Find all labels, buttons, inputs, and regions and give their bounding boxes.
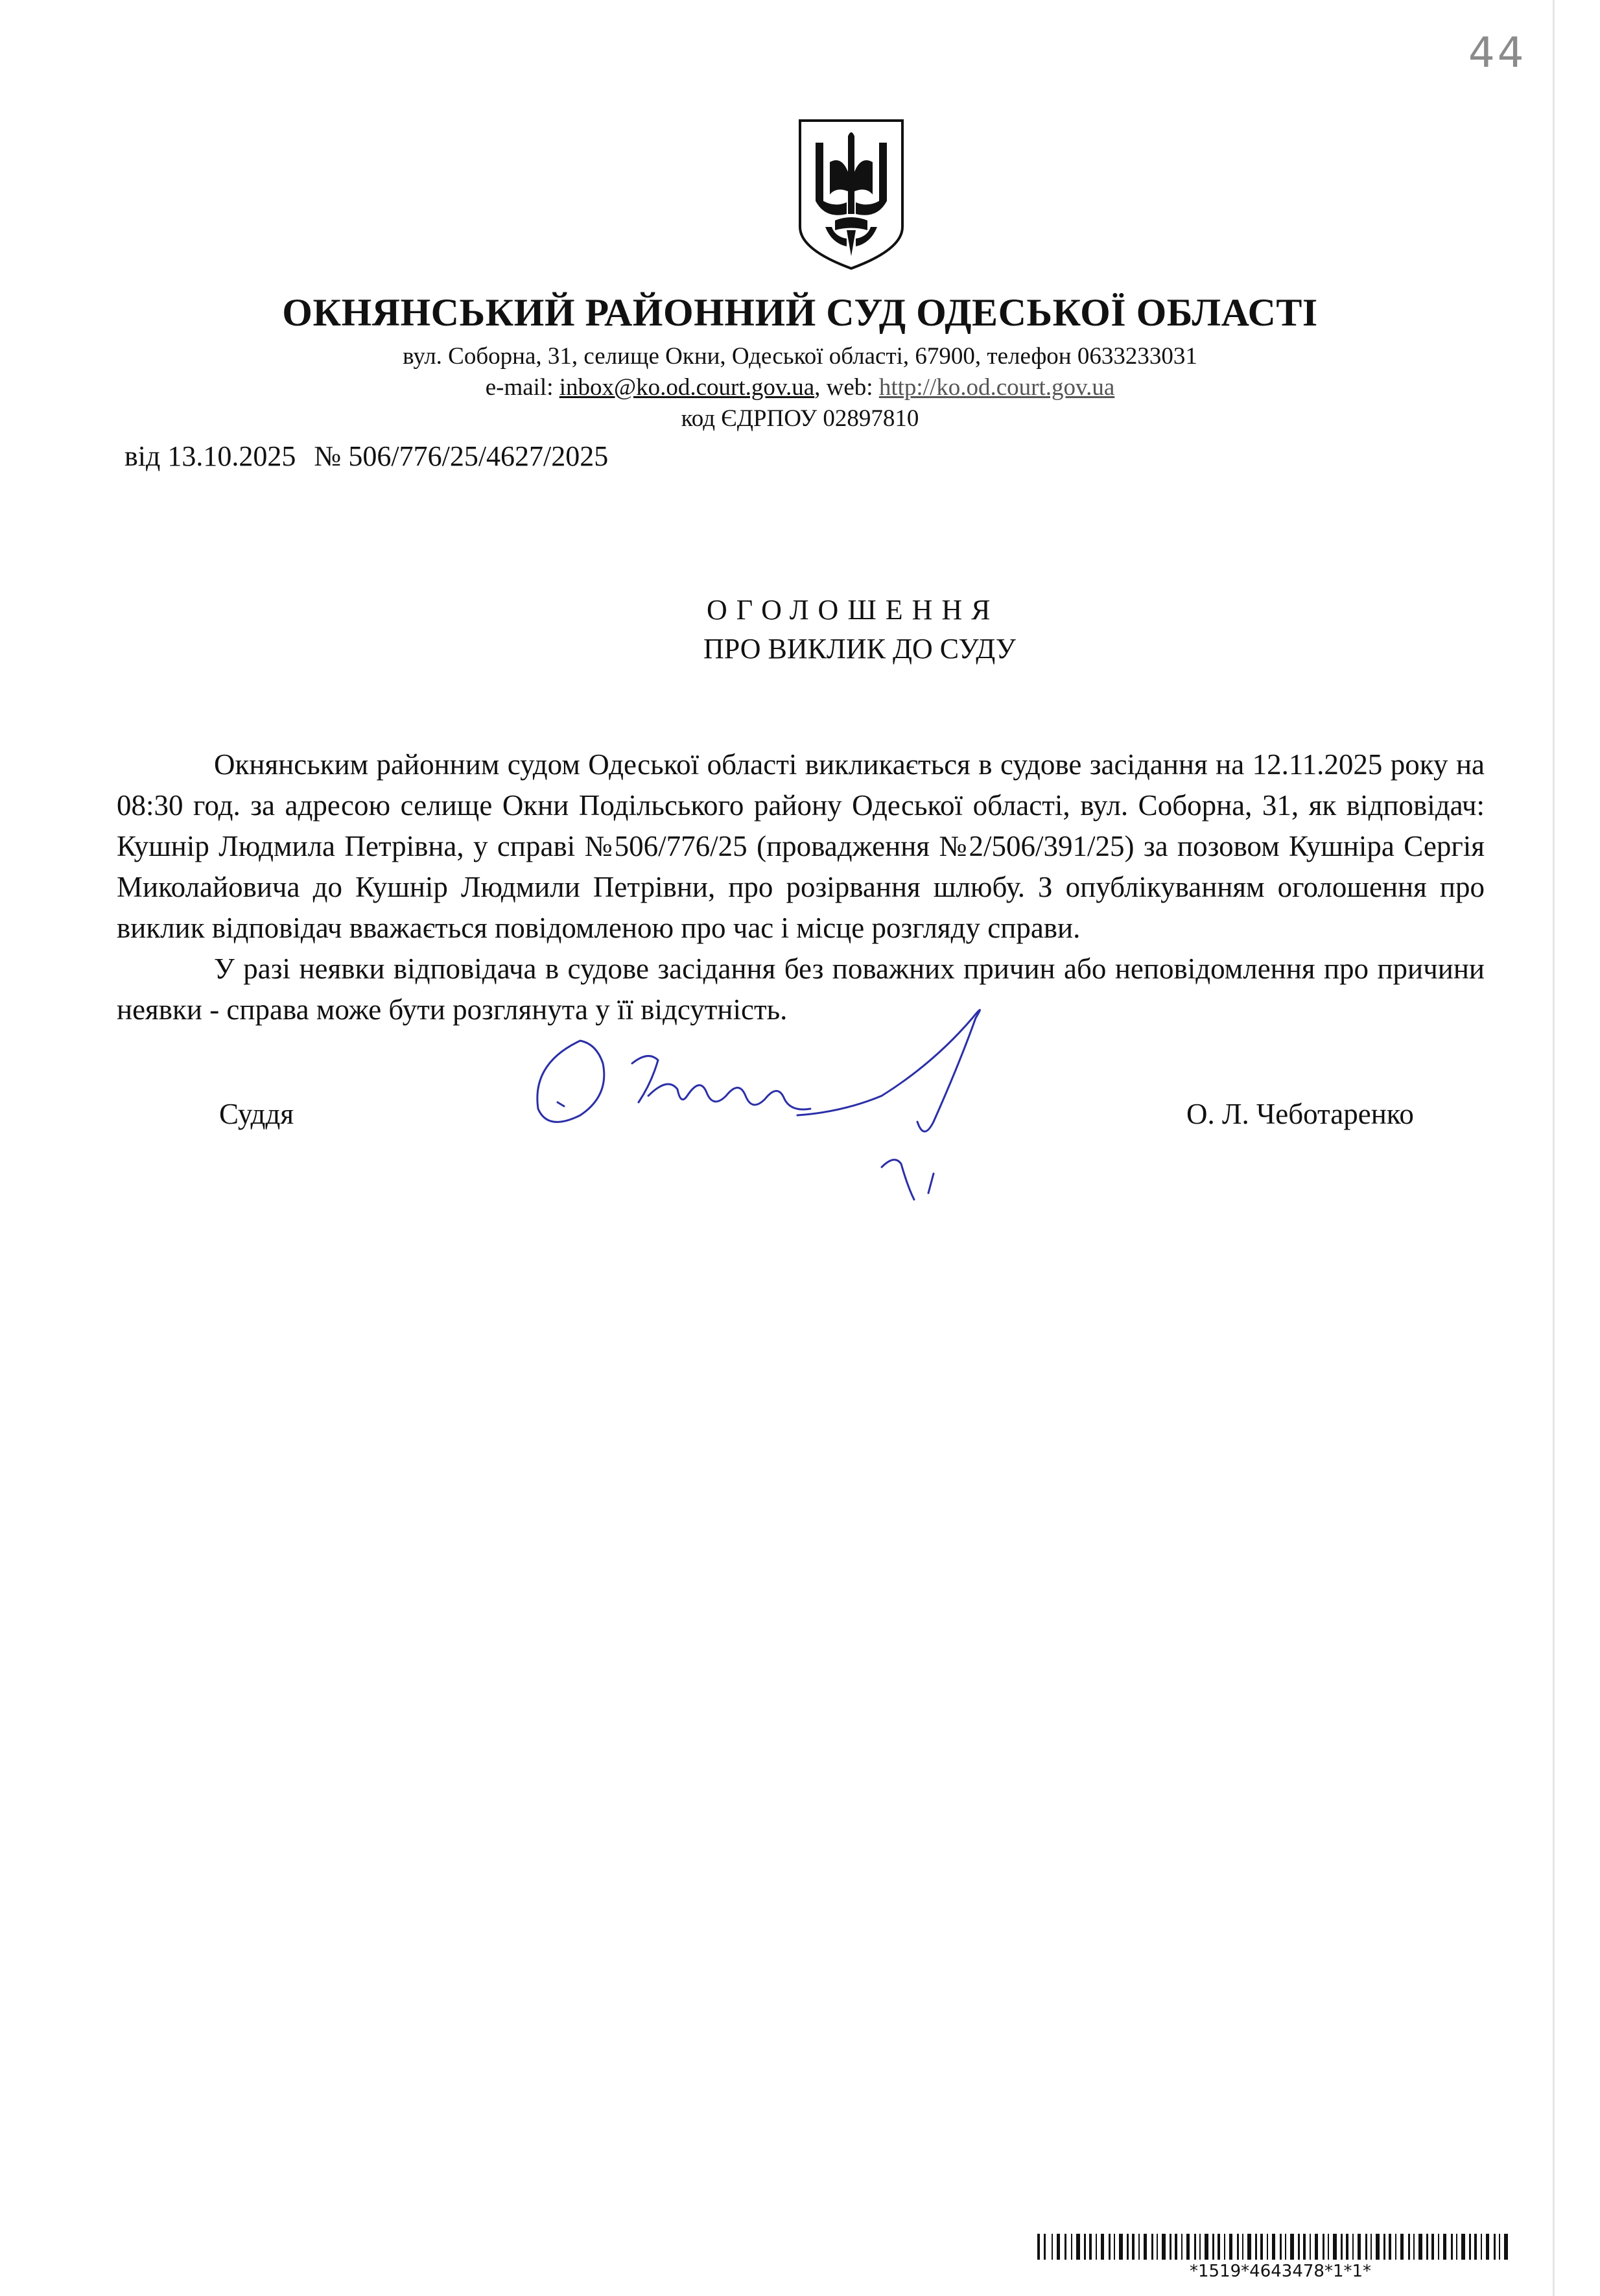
signature-label: Суддя	[219, 1098, 294, 1130]
court-contacts	[0, 373, 1600, 401]
email-link[interactable]: inbox@ko.od.court.gov.ua	[559, 374, 815, 401]
barcode-icon	[1037, 2234, 1511, 2260]
email-label: e-mail:	[485, 374, 559, 401]
document-subtitle: ПРО ВИКЛИК ДО СУДУ	[703, 633, 1016, 665]
handwritten-signature	[519, 992, 1076, 1219]
court-code: код ЄДРПОУ 02897810	[681, 405, 919, 432]
outgoing-date: від 13.10.2025	[124, 440, 296, 472]
notice-body	[117, 744, 1485, 1030]
court-name: ОКНЯНСЬКИЙ РАЙОННИЙ СУД ОДЕСЬКОЇ ОБЛАСТІ	[282, 291, 1318, 334]
court-address: вул. Соборна, 31, селище Окни, Одеської області, 67900, телефон 0633233031	[403, 343, 1197, 370]
outgoing-reference	[124, 440, 608, 473]
judge-name: О. Л. Чеботаренко	[1186, 1098, 1414, 1130]
web-link[interactable]: http://ko.od.court.gov.ua	[878, 374, 1115, 401]
notice-paragraph: Окнянським районним судом Одеської області викликається в судове засідання на 12.11.2025 року на 08:30 год. за адресою селище Окни Подільського району Одеської області, вул. Соборна, 31, як відповідач: Кушнір Людмила Петрівна, у справі №506/776/25 (провадження №2/506/391/25) за позовом Кушніра Сергія Миколайовича до Кушнір Людмили Петрівни, про розірвання шлюбу. З опублікуванням оголошення про виклик відповідач вважається повідомленою про час і місце розгляду справи.	[117, 748, 1485, 944]
document-title: ОГОЛОШЕННЯ	[707, 594, 1000, 626]
coat-of-arms-icon	[796, 117, 906, 272]
web-label: , web:	[814, 374, 879, 401]
barcode-number: *1519*4643478*1*1*	[1190, 2262, 1372, 2281]
outgoing-number: № 506/776/25/4627/2025	[314, 440, 609, 472]
handwritten-page-number: 44	[1468, 29, 1527, 77]
notice-paragraph: У разі неявки відповідача в судове засідання без поважних причин або неповідомлення про причини неявки - справа може бути розглянута у її відсутність.	[117, 953, 1485, 1026]
